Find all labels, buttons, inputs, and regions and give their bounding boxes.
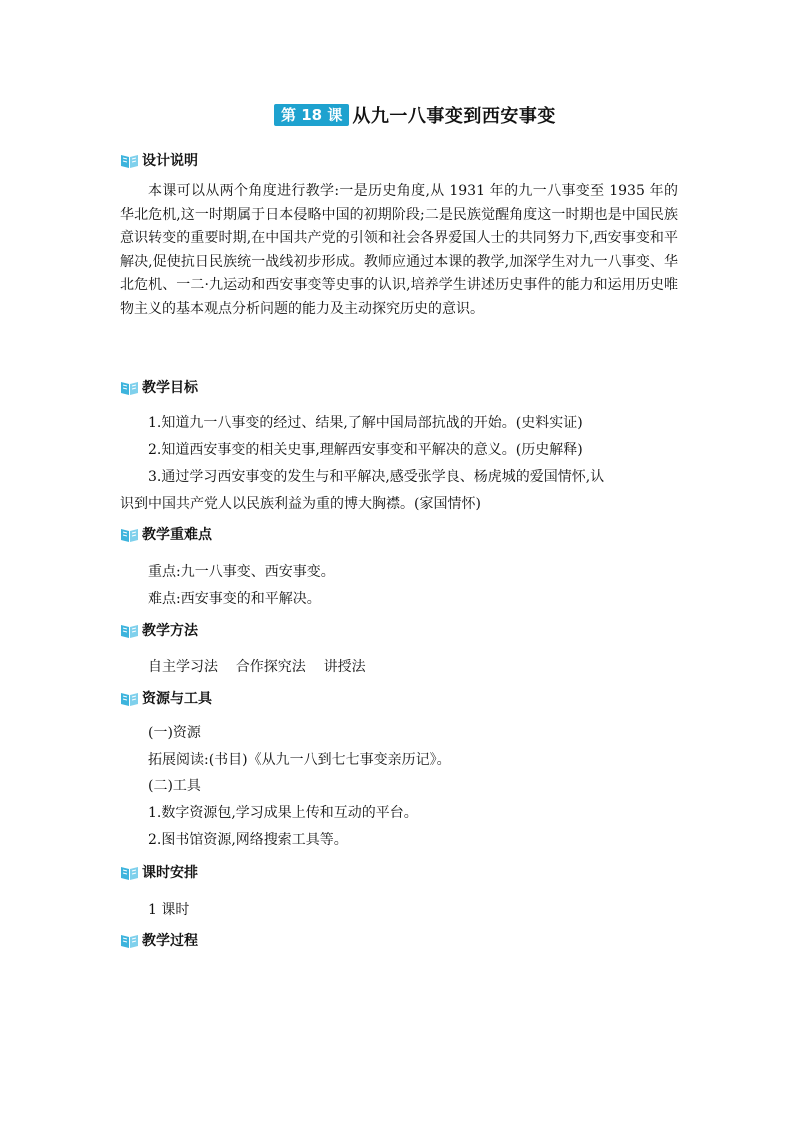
section-heading: 课时安排 <box>142 865 198 881</box>
open-book-icon <box>120 622 139 639</box>
goal-item-1: 1.知道九一八事变的经过、结果,了解中国局部抗战的开始。(史料实证) <box>148 415 583 431</box>
open-book-icon <box>120 690 139 707</box>
design-paragraph: 本课可以从两个角度进行教学:一是历史角度,从 1931 年的九一八事变至 1935 年的华北危机,这一时期属于日本侵略中国的初期阶段;二是民族觉醒角度这一时期也是中国民族意识转变的重要时期,在中国共产党的引领和社会各界爱国人士的共同努力下,西安事变和平解决,促使抗日民族统一战线初步形成。教师应通过本课的教学,加深学生对九一八事变、华北危机、一二·九运动和西安事变等史事的认识,培养学生讲述历史事件的能力和运用历史唯物主义的基本观点分析问题的能力及主动探究历史的意识。 <box>120 183 678 317</box>
open-book-icon <box>120 864 139 881</box>
difficult-point: 难点:西安事变的和平解决。 <box>148 591 321 607</box>
section-heading: 教学重难点 <box>142 527 212 543</box>
tool-item-2: 2.图书馆资源,网络搜索工具等。 <box>148 832 348 848</box>
tool-item-1: 1.数字资源包,学习成果上传和互动的平台。 <box>148 805 418 821</box>
resources-subheading: (一)资源 <box>148 725 201 741</box>
section-keypoints-heading <box>120 524 212 544</box>
section-methods-heading <box>120 620 198 640</box>
section-process-heading <box>120 930 198 950</box>
schedule-text: 1 课时 <box>148 902 190 918</box>
section-resources-heading <box>120 688 212 708</box>
lesson-title-row <box>274 103 556 127</box>
section-heading: 教学过程 <box>142 933 198 949</box>
section-heading: 教学目标 <box>142 380 198 396</box>
open-book-icon <box>120 932 139 949</box>
section-schedule-heading <box>120 862 198 882</box>
lesson-title: 从九一八事变到西安事变 <box>352 106 556 127</box>
extended-reading: 拓展阅读:(书目)《从九一八到七七事变亲历记》。 <box>148 752 451 768</box>
lesson-number-badge: 第 18 课 <box>274 104 349 126</box>
methods-text: 自主学习法 合作探究法 讲授法 <box>148 659 366 675</box>
open-book-icon <box>120 379 139 396</box>
goal-item-3-line-1: 3.通过学习西安事变的发生与和平解决,感受张学良、杨虎城的爱国情怀,认 <box>148 469 605 485</box>
section-heading: 设计说明 <box>142 153 198 169</box>
section-heading: 教学方法 <box>142 623 198 639</box>
tools-subheading: (二)工具 <box>148 778 201 794</box>
goal-item-3-line-2: 识到中国共产党人以民族利益为重的博大胸襟。(家国情怀) <box>120 496 481 512</box>
section-heading: 资源与工具 <box>142 691 212 707</box>
section-design-heading <box>120 150 198 170</box>
goal-item-2: 2.知道西安事变的相关史事,理解西安事变和平解决的意义。(历史解释) <box>148 442 583 458</box>
key-point: 重点:九一八事变、西安事变。 <box>148 564 335 580</box>
open-book-icon <box>120 152 139 169</box>
open-book-icon <box>120 526 139 543</box>
section-goals-heading <box>120 377 198 397</box>
